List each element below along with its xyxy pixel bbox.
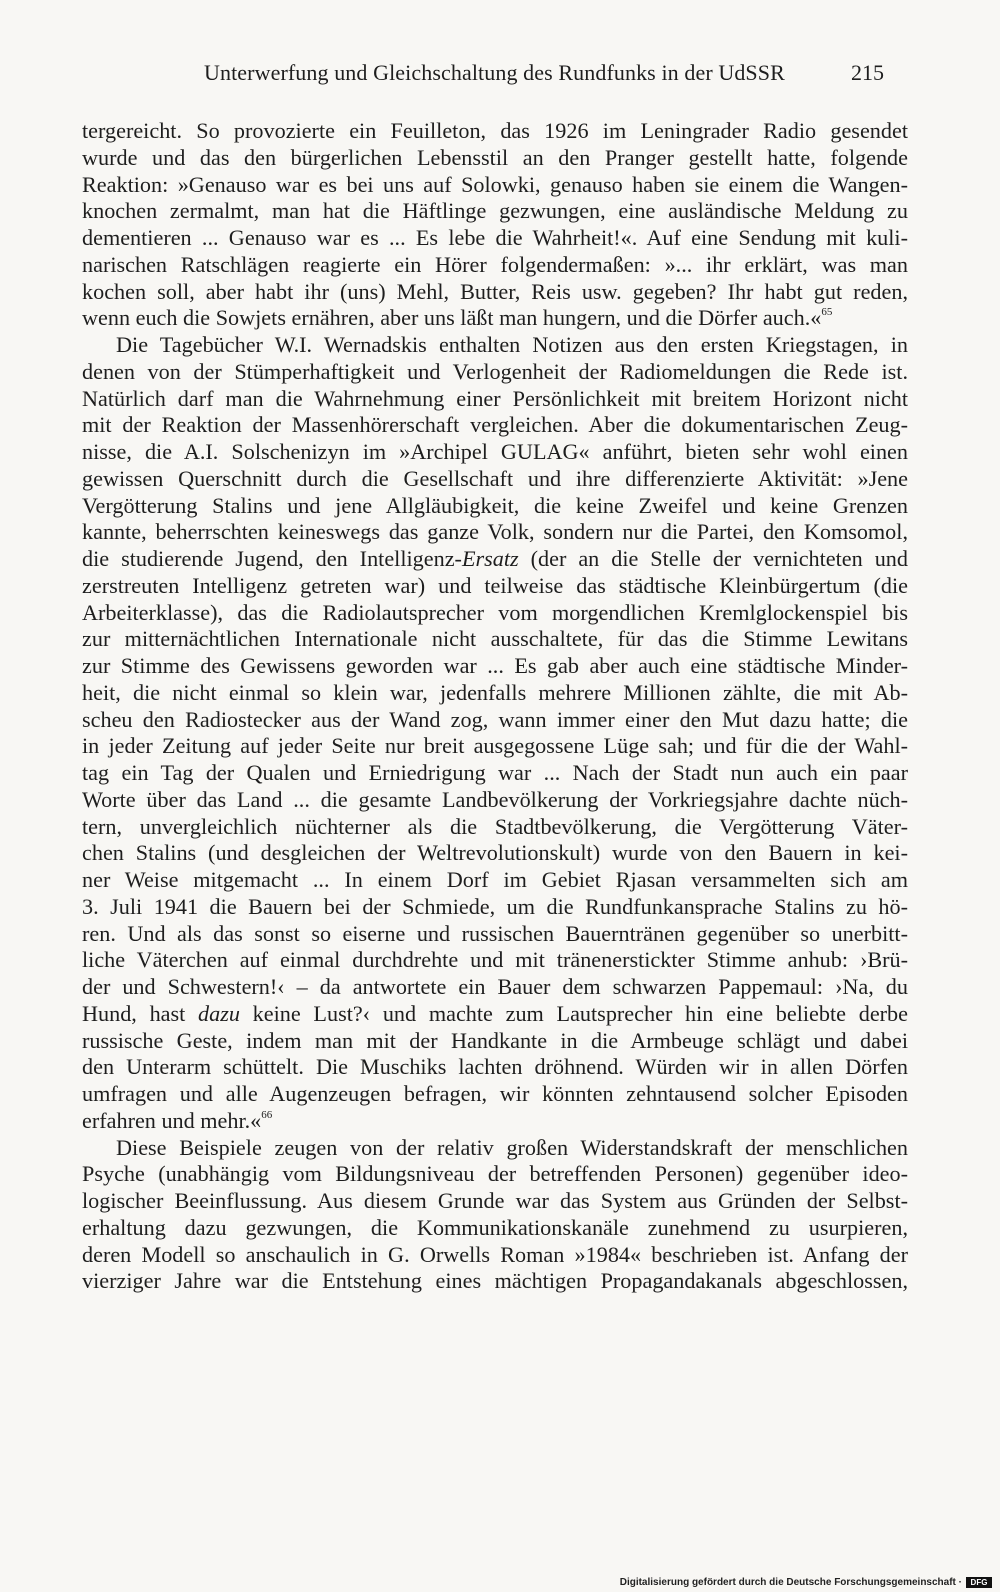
text-line: nisse, die A.I. Solschenizyn im »Archipel GULAG« anführt, bieten sehr wohl einen bbox=[82, 439, 908, 464]
text-line: Arbeiterklasse), das die Radiolautsprecher vom morgendlichen Kremlglockenspiel bis bbox=[82, 599, 908, 625]
text-line: ren. Und als das sonst so eiserne und russischen Bauerntränen gegenüber so unerbitt- bbox=[82, 920, 908, 946]
dfg-logo-icon: DFG bbox=[966, 1577, 992, 1588]
text-line: russische Geste, indem man mit der Handkante in die Armbeuge schlägt und dabei bbox=[82, 1027, 908, 1053]
text-line: Die Tagebücher W.I. Wernadskis enthalten Notizen aus den ersten Kriegstagen, in bbox=[116, 332, 908, 357]
text-line: narischen Ratschlägen reagierte ein Hörer folgendermaßen: »... ihr erklärt, was man bbox=[82, 251, 908, 277]
text-line-content: die studierende Jugend, den Intelligenz- bbox=[82, 546, 462, 571]
text-line: logischer Beeinflussung. Aus diesem Grunde war das System aus Gründen der Selbst- bbox=[82, 1188, 908, 1213]
text-line: 3. Juli 1941 die Bauern bei der Schmiede, um die Rundfunkansprache Stalins zu hö- bbox=[82, 893, 908, 919]
footnote-ref-66: 66 bbox=[261, 1108, 273, 1121]
text-line: den Unterarm schüttelt. Die Muschiks lachten dröhnend. Würden wir in allen Dörfen bbox=[82, 1054, 908, 1080]
text-line-content: (der an die Stelle der vernichteten und bbox=[518, 546, 908, 571]
text-line: Diese Beispiele zeugen von der relativ großen Widerstandskraft der menschlichen bbox=[116, 1134, 908, 1160]
text-line: denen von der Stümperhaftigkeit und Verlogenheit der Radiomeldungen die Rede ist. bbox=[82, 358, 908, 384]
running-header-title: Unterwerfung und Gleichschaltung des Rundfunks in der UdSSR bbox=[204, 60, 785, 85]
text-line-content: keine Lust?‹ und machte zum Lautsprecher hin eine beliebte derbe bbox=[239, 1000, 909, 1026]
text-line bbox=[82, 305, 908, 332]
text-line: liche Väterchen auf einmal durchdrehte und mit tränenerstickter Stimme anhub: ›Brü- bbox=[82, 947, 908, 973]
text-line: tern, unvergleichlich nüchterner als die Stadtbevölkerung, die Vergötterung Väter- bbox=[82, 813, 908, 839]
text-line: deren Modell so anschaulich in G. Orwells Roman »1984« beschrieben ist. Anfang der bbox=[82, 1241, 908, 1267]
text-line-content: Hund, hast bbox=[82, 1000, 199, 1026]
text-line bbox=[82, 1108, 908, 1135]
text-line: tag ein Tag der Qualen und Erniedrigung war ... Nach der Stadt nun auch ein paar bbox=[82, 760, 908, 785]
italic-word: dazu bbox=[198, 1000, 240, 1026]
page-number: 215 bbox=[851, 60, 884, 85]
text-line: gewissen Querschnitt durch die Gesellschaft und ihre differenzierte Aktivität: »Jene bbox=[82, 465, 908, 491]
text-line: chen Stalins (und desgleichen der Weltrevolutionskult) wurde von den Bauern in kei- bbox=[82, 840, 908, 866]
text-line: tergereicht. So provozierte ein Feuilleton, das 1926 im Leningrader Radio gesendet bbox=[82, 118, 908, 143]
text-line: zerstreuten Intelligenz getreten war) und teilweise das städtische Kleinbürgertum (die bbox=[82, 572, 908, 598]
body-text bbox=[82, 118, 908, 1295]
text-line: vierziger Jahre war die Entstehung eines mächtigen Propagandakanals abgeschlossen, bbox=[82, 1268, 908, 1294]
footnote-ref-65: 65 bbox=[821, 306, 833, 319]
text-line: in jeder Zeitung auf jeder Seite nur breit ausgegossene Lüge sah; und für die der Wahl- bbox=[82, 733, 908, 759]
text-line: dementieren ... Genauso war es ... Es lebe die Wahrheit!«. Auf eine Sendung mit kuli- bbox=[82, 225, 908, 250]
text-line: Psyche (unabhängig vom Bildungsniveau der betreffenden Personen) gegenüber ideo- bbox=[82, 1161, 908, 1187]
text-line: Vergötterung Stalins und jene Allgläubigkeit, die keine Zweifel und keine Grenzen bbox=[82, 492, 908, 518]
text-line: ner Weise mitgemacht ... In einem Dorf im Gebiet Rjasan versammelten sich am bbox=[82, 867, 908, 892]
text-line: wurde und das den bürgerlichen Lebensstil an den Pranger gestellt hatte, folgende bbox=[82, 144, 908, 170]
text-line: zur Stimme des Gewissens geworden war ... Es gab aber auch eine städtische Minder- bbox=[82, 653, 908, 678]
text-line: umfragen und alle Augenzeugen befragen, wir könnten zehntausend solcher Episoden bbox=[82, 1081, 908, 1106]
text-line: der und Schwestern!‹ – da antwortete ein Bauer dem schwarzen Pappemaul: ›Na, du bbox=[82, 974, 908, 999]
text-line: Reaktion: »Genauso war es bei uns auf Solowki, genauso haben sie einem die Wangen- bbox=[82, 171, 908, 197]
text-line bbox=[82, 1001, 908, 1028]
text-line-content: erfahren und mehr.« bbox=[82, 1107, 262, 1133]
text-line: erhaltung dazu gezwungen, die Kommunikationskanäle zunehmend zu usurpieren, bbox=[82, 1214, 908, 1240]
text-line: zur mitternächtlichen Internationale nicht ausschaltete, für das die Stimme Lewitans bbox=[82, 626, 908, 652]
text-line: Worte über das Land ... die gesamte Landbevölkerung der Vorkriegsjahre dachte nüch- bbox=[82, 786, 908, 812]
text-line: kochen soll, aber habt ihr (uns) Mehl, Butter, Reis usw. gegeben? Ihr habt gut reden, bbox=[82, 278, 908, 304]
text-line-content: wenn euch die Sowjets ernähren, aber uns läßt man hungern, und die Dörfer auch.« bbox=[82, 305, 822, 331]
text-line: scheu den Radiostecker aus der Wand zog, wann immer einer den Mut dazu hatte; die bbox=[82, 706, 908, 732]
text-line: heit, die nicht einmal so klein war, jedenfalls mehrere Millionen zählte, die mit Ab- bbox=[82, 679, 908, 705]
text-line: mit der Reaktion der Massenhörerschaft vergleichen. Aber die dokumentarischen Zeug- bbox=[82, 412, 908, 438]
text-line bbox=[82, 546, 908, 573]
italic-word: Ersatz bbox=[461, 546, 519, 571]
text-line: Natürlich darf man die Wahrnehmung einer Persönlichkeit mit breitem Horizont nicht bbox=[82, 385, 908, 411]
text-line: kannte, beherrschten keineswegs das ganze Volk, sondern nur die Partei, den Komsomol, bbox=[82, 519, 908, 545]
credit-text: Digitalisierung gefördert durch die Deutsche Forschungsgemeinschaft · bbox=[619, 1577, 962, 1588]
digitization-credit bbox=[620, 1577, 992, 1588]
text-line: knochen zermalmt, man hat die Häftlinge gezwungen, eine ausländische Meldung zu bbox=[82, 198, 908, 224]
